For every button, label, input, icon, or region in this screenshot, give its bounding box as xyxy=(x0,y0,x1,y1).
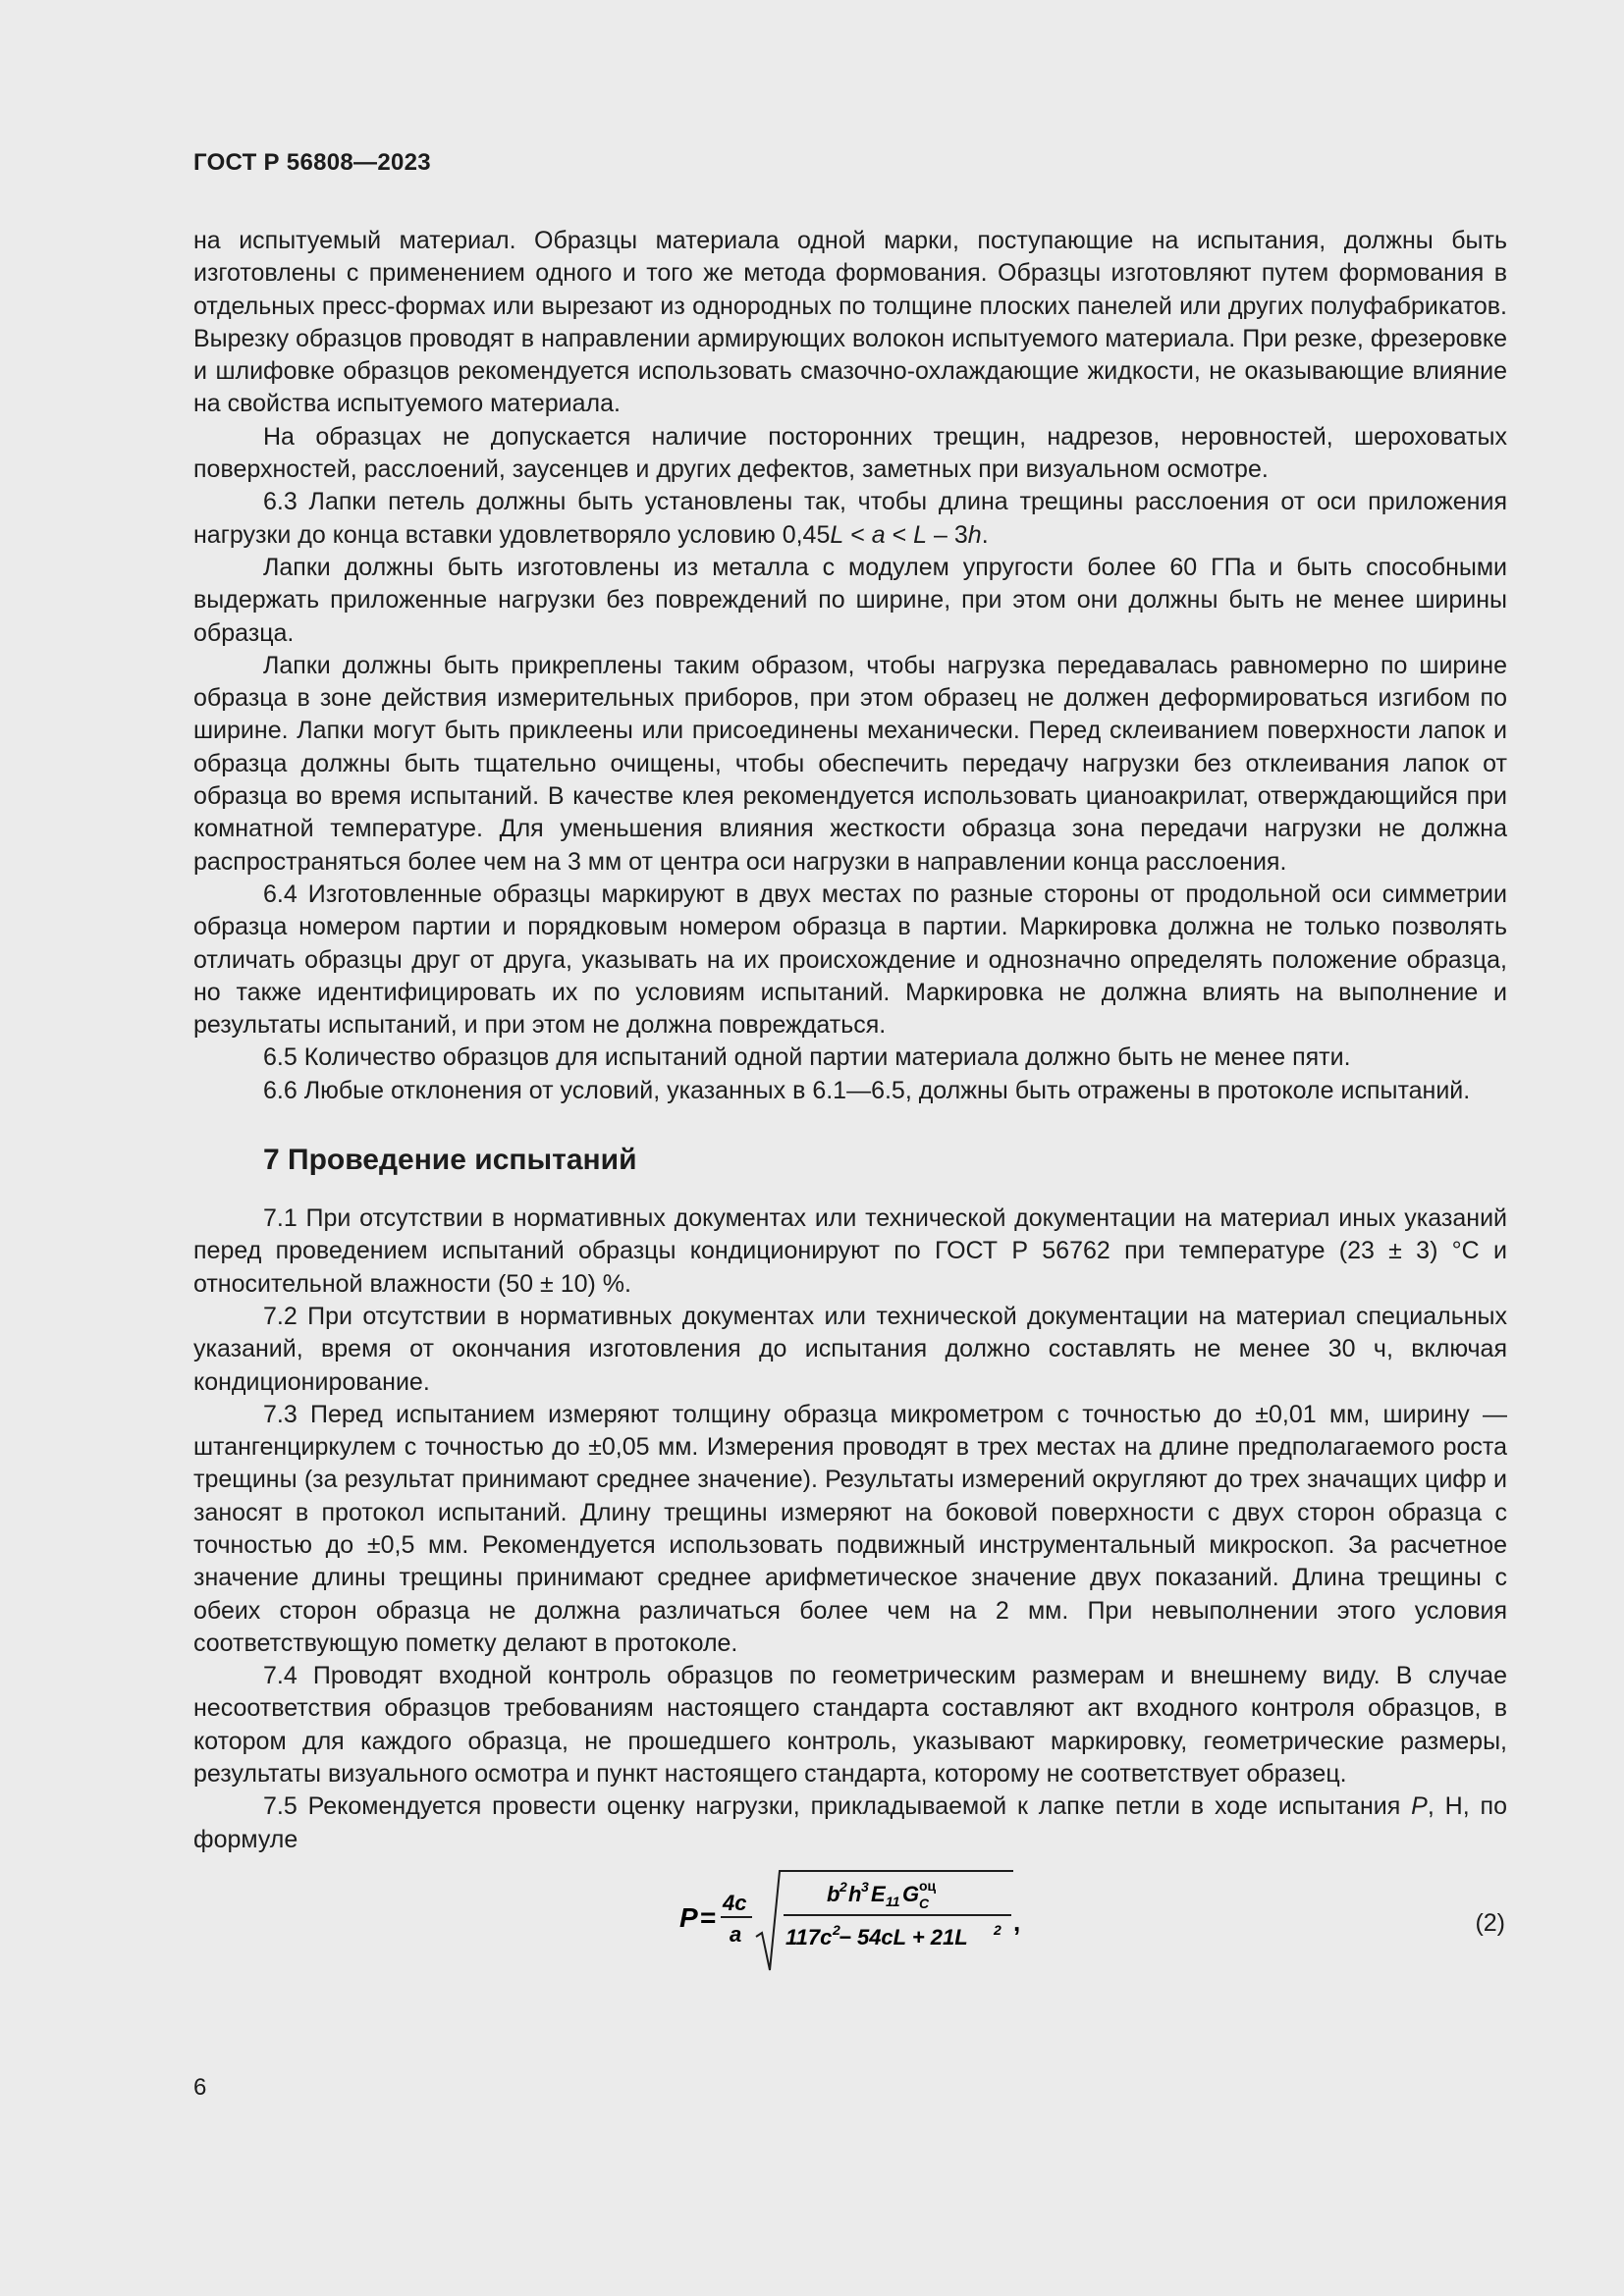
paragraph-7-2: 7.2 При отсутствии в нормативных документах или технической документации на материал специальных указаний, время от окончания изготовления до испытания должно составлять не менее 30 ч, включая кондиционирование. xyxy=(193,1302,1507,1396)
formula-num-G-sup: оц xyxy=(919,1877,937,1894)
paragraph-7-3: 7.3 Перед испытанием измеряют толщину образца микрометром с точностью до ±0,01 мм, ширину — штангенциркулем с точностью до ±0,05 мм. Измерения проводят в трех местах на длине предполагаемого роста трещины (за результат принимают среднее значение). Результаты измерений округляют до трех значащих цифр и заносят в протокол испытаний. Длину трещины измеряют на боковой поверхности с двух сторон образца с точностью до ±0,5 мм. Рекомендуется использовать подвижный инструментальный микроскоп. За расчетное значение длины трещины принимают среднее арифметическое значение двух показаний. Длина трещины с обеих сторон образца не должна различаться более чем на 2 мм. При невыполнении этого условия соответствующую пометку делают в протоколе. xyxy=(193,1400,1507,1657)
formula-num-h: h xyxy=(848,1881,862,1906)
paragraph-6-4: 6.4 Изготовленные образцы маркируют в двух местах по разные стороны от продольной оси симметрии образца номером партии и порядковым номером образца в партии. Маркировка должна не только позволять отличать образцы друг от друга, указывать на их происхождение и однозначно определять положение образца, но также идентифицировать их по условиям испытаний. Маркировка не должна влиять на выполнение и результаты испытаний, и при этом не должна повреждаться. xyxy=(193,880,1507,1040)
formula-frac-num: 4c xyxy=(723,1890,747,1915)
formula-den-a: 117c xyxy=(785,1924,833,1949)
formula-den-b: − 54cL + 21L xyxy=(839,1924,968,1949)
formula-num-exp2: 2 xyxy=(839,1878,847,1895)
formula-den-a-exp: 2 xyxy=(833,1921,840,1938)
paragraph-6-defects: На образцах не допускается наличие посторонних трещин, надрезов, неровностей, шероховатых поверхностей, расслоений, заусенцев и других дефектов, заметных при визуальном осмотре. xyxy=(193,422,1507,484)
formula-2 xyxy=(679,1866,1229,1974)
formula-num-E: E xyxy=(871,1881,886,1906)
paragraph-6-tabs-material: Лапки должны быть изготовлены из металла с модулем упругости более 60 ГПа и быть способными выдержать приложенные нагрузки без повреждений по ширине, при этом они должны быть не менее ширины образца. xyxy=(193,553,1507,647)
formula-comma: , xyxy=(1013,1906,1021,1937)
paragraph-7-5: 7.5 Рекомендуется провести оценку нагрузки, прикладываемой к лапке петли в ходе испытания P, Н, по формуле xyxy=(193,1792,1508,1853)
document-body xyxy=(193,225,1507,1974)
paragraph-6-cont: на испытуемый материал. Образцы материала одной марки, поступающие на испытания, должны быть изготовлены с применением одного и того же метода формования. Образцы изготовляют путем формования в отдельных пресс-формах или вырезают из однородных по толщине плоских панелей или других полуфабрикатов. Вырезку образцов проводят в направлении армирующих волокон испытуемого материала. При резке, фрезеровке и шлифовке образцов рекомендуется использовать смазочно-охлаждающие жидкости, не оказывающие влияние на свойства испытуемого материала. xyxy=(193,227,1507,418)
paragraph-6-tabs-attachment: Лапки должны быть прикреплены таким образом, чтобы нагрузка передавалась равномерно по ширине образца в зоне действия измерительных приборов, при этом образец не должен деформироваться изгибом по ширине. Лапки могут быть приклеены или присоединены механически. Перед склеиванием поверхности лапок и образца должны быть тщательно очищены, чтобы обеспечить передачу нагрузки без отклеивания лапок от образца во время испытаний. В качестве клея рекомендуется использовать цианоакрилат, отверждающийся при комнатной температуре. Для уменьшения влияния жесткости образца зона передачи нагрузки не должна распространяться более чем на 3 мм от центра оси нагрузки в направлении конца расслоения. xyxy=(193,651,1507,876)
paragraph-6-6: 6.6 Любые отклонения от условий, указанных в 6.1—6.5, должны быть отражены в протоколе испытаний. xyxy=(263,1076,1471,1104)
formula-row xyxy=(193,1866,1507,1974)
formula-num-G: G xyxy=(902,1881,920,1906)
formula-num-E-sub: 11 xyxy=(886,1893,900,1909)
paragraph-6-3: 6.3 Лапки петель должны быть установлены так, чтобы длина трещины расслоения от оси приложения нагрузки до конца вставки удовлетворяло условию 0,45L < a < L – 3h. xyxy=(193,488,1507,549)
formula-number: (2) xyxy=(1475,1908,1505,1937)
formula-frac-den: a xyxy=(730,1921,742,1947)
paragraph-6-5: 6.5 Количество образцов для испытаний одной партии материала должно быть не менее пяти. xyxy=(263,1043,1351,1072)
formula-num-G-sub: C xyxy=(919,1895,930,1911)
formula-num-b: b xyxy=(827,1881,840,1906)
paragraph-7-4: 7.4 Проводят входной контроль образцов по геометрическим размерам и внешнему виду. В случае несоответствия образцов требованиям настоящего стандарта составляют акт входного контроля образцов, в котором для каждого образца, не прошедшего контроль, указывают маркировку, геометрические размеры, результаты визуального осмотра и пункт настоящего стандарта, которому не соответствует образец. xyxy=(193,1662,1507,1789)
document-header: ГОСТ Р 56808—2023 xyxy=(193,149,431,176)
section-7-heading: 7 Проведение испытаний xyxy=(263,1144,637,1177)
formula-num-exp3: 3 xyxy=(861,1878,869,1895)
formula-P: P xyxy=(679,1901,698,1933)
paragraph-7-1: 7.1 При отсутствии в нормативных документах или технической документации на материал иных указаний перед проведением испытаний образцы кондиционируют по ГОСТ Р 56762 при температуре (23 ± 3) °С и относительной влажности (50 ± 10) %. xyxy=(193,1204,1507,1298)
page-number: 6 xyxy=(193,2074,207,2101)
formula-equals: = xyxy=(700,1901,717,1933)
formula-den-b-exp: 2 xyxy=(994,1921,1001,1938)
